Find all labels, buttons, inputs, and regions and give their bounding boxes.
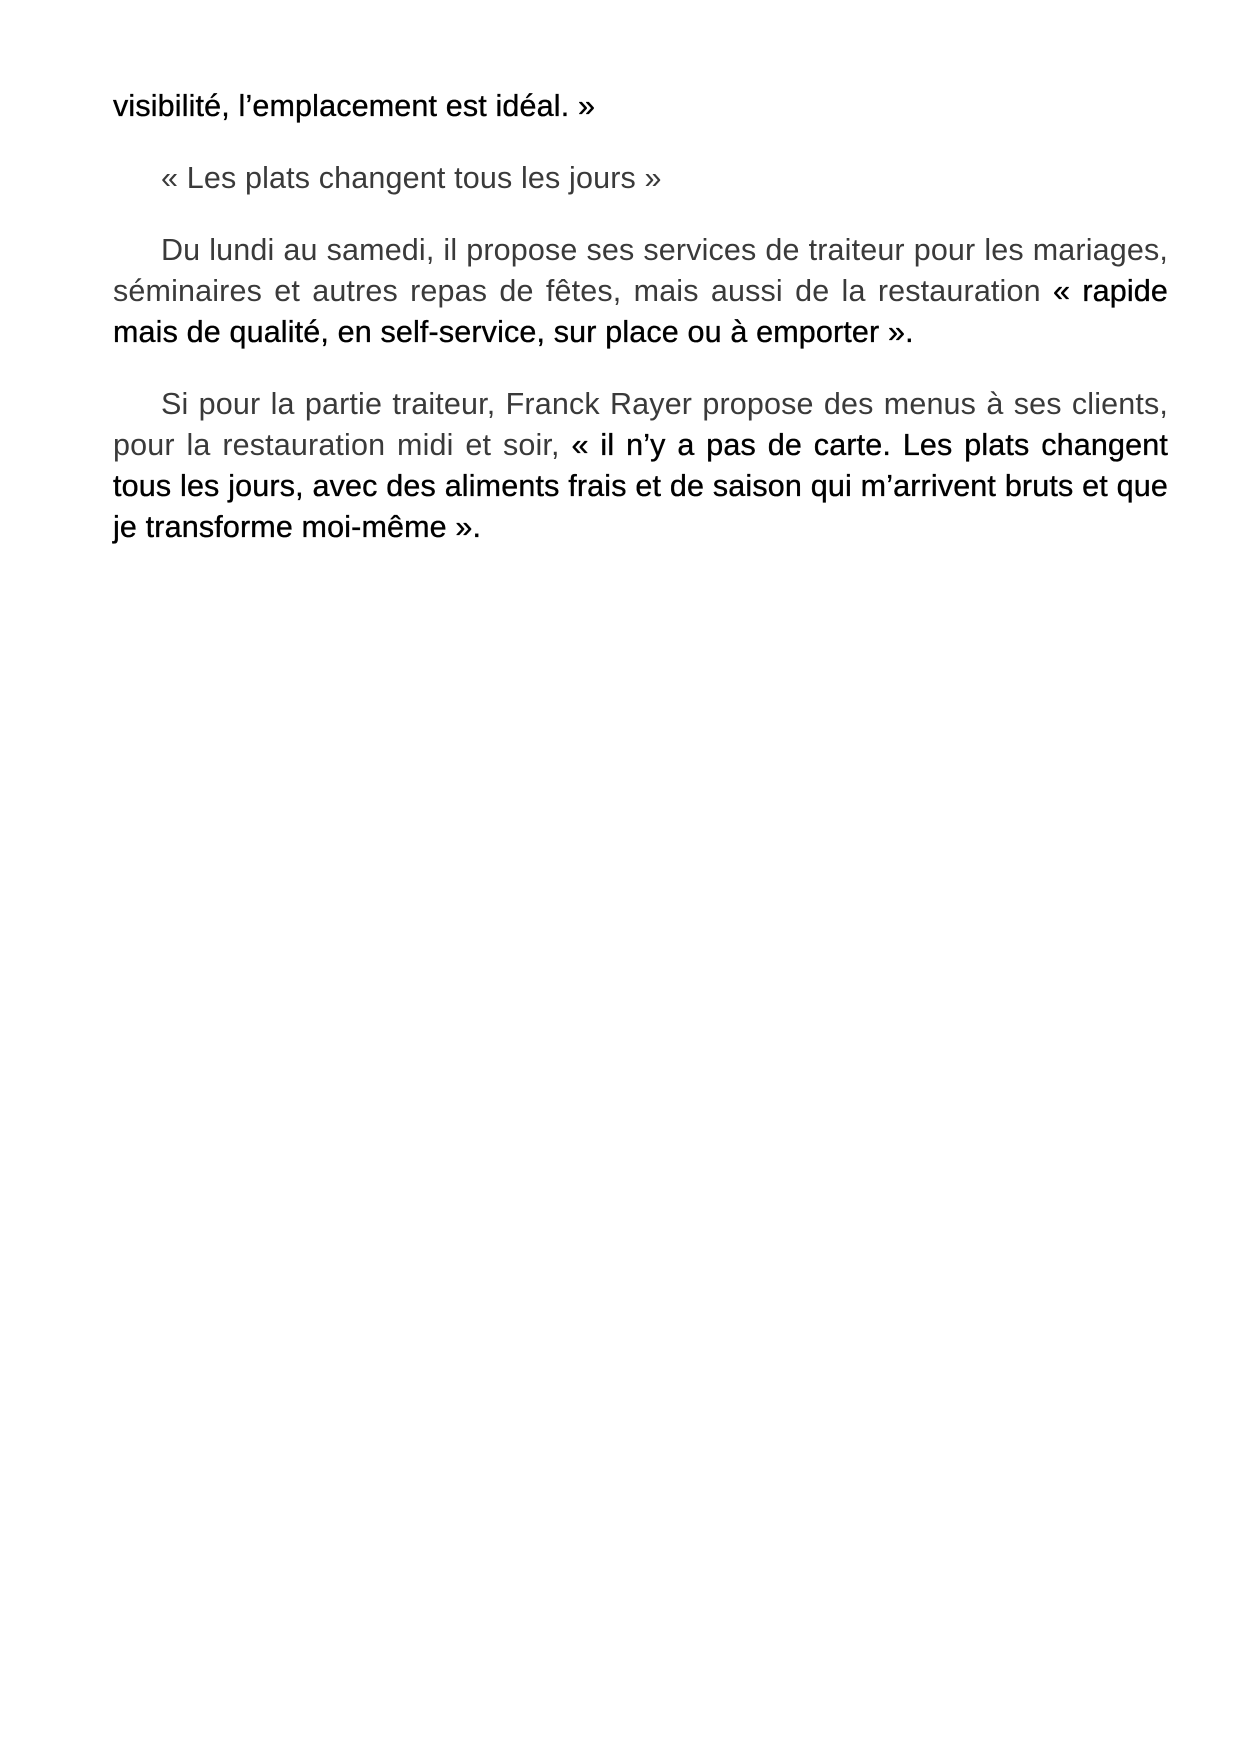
paragraph-menus <box>113 384 1168 548</box>
paragraph-quote-continuation <box>113 86 1168 127</box>
paragraph-text: Du lundi au samedi, il propose ses services de traiteur pour les mariages, séminaires et autres repas de fêtes, mais aussi de la restauration <box>113 233 1168 308</box>
article-body <box>113 86 1168 579</box>
section-subheading <box>113 158 1168 199</box>
paragraph-services <box>113 230 1168 353</box>
quoted-text: « rapide mais de qualité, en self-service, sur place ou à emporter ». <box>113 274 1168 349</box>
quoted-text: « il n’y a pas de carte. Les plats changent tous les jours, avec des aliments frais et de saison qui m’arrivent bruts et que je transforme moi-même ». <box>113 428 1168 544</box>
subheading-text: « Les plats changent tous les jours » <box>161 161 662 195</box>
paragraph-text: Si pour la partie traiteur, Franck Rayer propose des menus à ses clients, pour la restauration midi et soir, <box>113 387 1168 462</box>
quoted-text: visibilité, l’emplacement est idéal. » <box>113 89 596 123</box>
